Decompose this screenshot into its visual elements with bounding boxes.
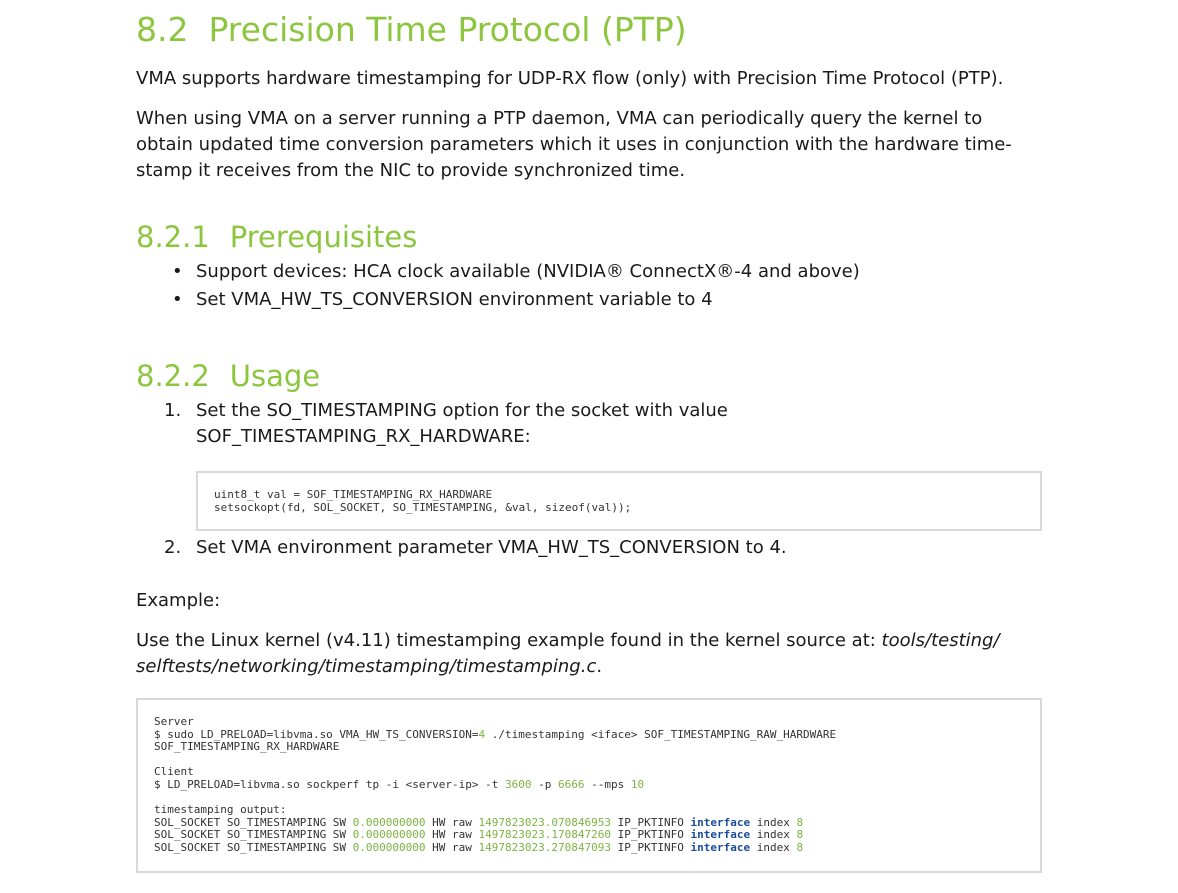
example-text: Use the Linux kernel (v4.11) timestamping example found in the kernel source at: [136, 630, 882, 651]
code-line: setsockopt(fd, SOL_SOCKET, SO_TIMESTAMPING, &val, sizeof(val)); [214, 500, 632, 514]
example-label: Example: [136, 590, 221, 611]
code-label-server: Server [154, 715, 194, 728]
usage-heading [136, 359, 320, 393]
step-text-line-2: SOF_TIMESTAMPING_RX_HARDWARE: [196, 426, 531, 447]
list-item [164, 398, 1024, 450]
step-number: 1. [164, 400, 182, 421]
section-title: Precision Time Protocol (PTP) [208, 10, 687, 49]
code-line: uint8_t val = SOF_TIMESTAMPING_RX_HARDWARE [214, 488, 493, 501]
step-number: 2. [164, 537, 182, 558]
code-block-setsockopt[interactable] [196, 471, 1042, 531]
intro-paragraph-1: VMA supports hardware timestamping for UDP-RX flow (only) with Precision Time Protocol (PTP). [136, 68, 1004, 89]
section-heading [136, 10, 687, 49]
intro-paragraph-2: When using VMA on a server running a PTP daemon, VMA can periodically query the kernel to obtain updated time conversion parameters which it uses in conjunction with the hardware time-stamp it receives from the NIC to provide synchronized time. [136, 108, 1012, 181]
usage-step-2 [164, 535, 1024, 561]
list-item: • Support devices: HCA clock available (NVIDIA® ConnectX®-4 and above) [172, 259, 1032, 285]
code-label-output: timestamping output: [154, 803, 287, 817]
usage-step-1 [164, 398, 1024, 450]
section-number: 8.2 [136, 10, 189, 49]
prerequisites-heading [136, 220, 417, 254]
example-paragraph [136, 628, 1041, 680]
example-path-line-1: tools/testing/ [881, 630, 1000, 651]
usage-title: Usage [229, 359, 321, 393]
code-block-example[interactable] [136, 698, 1042, 873]
prerequisites-title: Prerequisites [229, 220, 418, 254]
list-item [164, 535, 1024, 561]
prerequisites-list [172, 259, 1032, 315]
code-output-row: SOL_SOCKET SO_TIMESTAMPING SW 0.000000000 HW raw 1497823023.170847260 IP_PKTINFO interface index 8 [154, 828, 804, 842]
example-path-suffix: . [596, 656, 603, 677]
code-output-row: SOL_SOCKET SO_TIMESTAMPING SW 0.000000000 HW raw 1497823023.070846953 IP_PKTINFO interface index 8 [154, 815, 804, 829]
usage-number: 8.2.2 [136, 359, 210, 393]
step-text-line-1: Set the SO_TIMESTAMPING option for the socket with value [196, 400, 728, 421]
code-line: $ sudo LD_PRELOAD=libvma.so VMA_HW_TS_CONVERSION=4 ./timestamping <iface> SOF_TIMESTAMPING_RAW_HARDWARE [154, 727, 837, 741]
code-line: SOF_TIMESTAMPING_RX_HARDWARE [154, 740, 340, 754]
example-path-line-2: selftests/networking/timestamping/timestamping.c [136, 656, 597, 677]
code-label-client: Client [154, 765, 194, 779]
code-output-row: SOL_SOCKET SO_TIMESTAMPING SW 0.000000000 HW raw 1497823023.270847093 IP_PKTINFO interface index 8 [154, 840, 804, 854]
list-item: • Set VMA_HW_TS_CONVERSION environment variable to 4 [172, 287, 1032, 313]
prerequisites-number: 8.2.1 [136, 220, 210, 254]
step-text: Set VMA environment parameter VMA_HW_TS_CONVERSION to 4. [196, 537, 787, 558]
code-line: $ LD_PRELOAD=libvma.so sockperf tp -i <server-ip> -t 3600 -p 6666 --mps 10 [154, 777, 645, 791]
